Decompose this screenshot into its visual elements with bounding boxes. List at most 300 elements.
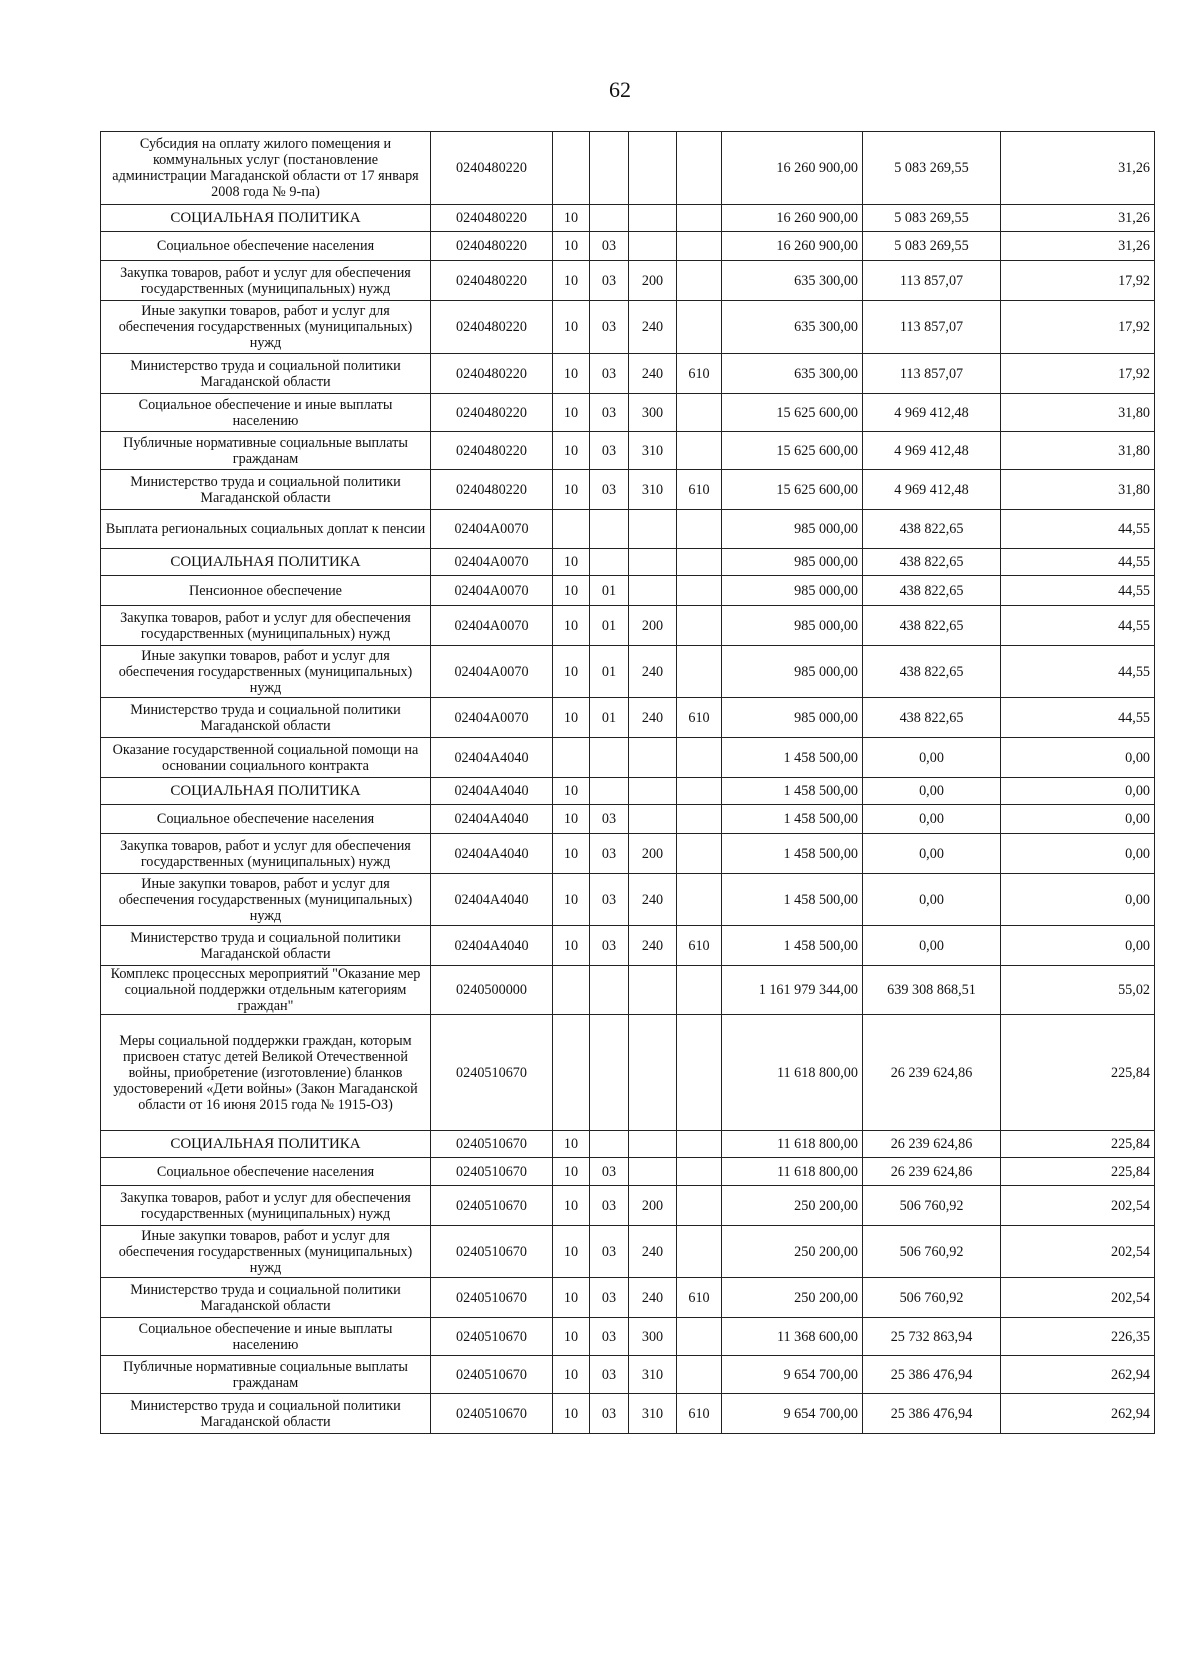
- row-code: 02404А0070: [431, 510, 553, 549]
- row-fact-amount: 0,00: [863, 926, 1001, 966]
- table-row: [101, 966, 1155, 1015]
- row-fact-amount: 113 857,07: [863, 261, 1001, 301]
- row-section: 10: [553, 470, 590, 510]
- row-expense-type: 300: [629, 1318, 677, 1356]
- row-subsection: 03: [590, 1186, 629, 1226]
- row-expense-type: [629, 778, 677, 805]
- row-admin-code: 610: [677, 1278, 722, 1318]
- row-subsection: 01: [590, 606, 629, 646]
- row-subsection: 03: [590, 470, 629, 510]
- row-fact-amount: 438 822,65: [863, 698, 1001, 738]
- row-admin-code: [677, 576, 722, 606]
- row-plan-amount: 11 618 800,00: [722, 1158, 863, 1186]
- row-fact-amount: 4 969 412,48: [863, 470, 1001, 510]
- table-row: [101, 738, 1155, 778]
- row-subsection: 03: [590, 1158, 629, 1186]
- table-row: [101, 606, 1155, 646]
- row-plan-amount: 11 618 800,00: [722, 1131, 863, 1158]
- table-row: [101, 805, 1155, 834]
- table-row: [101, 576, 1155, 606]
- row-admin-code: [677, 261, 722, 301]
- row-plan-amount: 11 618 800,00: [722, 1015, 863, 1131]
- table-row: [101, 432, 1155, 470]
- table-row: [101, 646, 1155, 698]
- table-row: [101, 549, 1155, 576]
- table-row: [101, 1394, 1155, 1434]
- row-percent: 225,84: [1001, 1131, 1155, 1158]
- row-name: Закупка товаров, работ и услуг для обеспечения государственных (муниципальных) нужд: [101, 606, 431, 646]
- row-name: Министерство труда и социальной политики Магаданской области: [101, 926, 431, 966]
- row-name: Министерство труда и социальной политики Магаданской области: [101, 698, 431, 738]
- row-subsection: 03: [590, 261, 629, 301]
- row-plan-amount: 985 000,00: [722, 698, 863, 738]
- row-admin-code: 610: [677, 926, 722, 966]
- row-code: 0240510670: [431, 1131, 553, 1158]
- row-name: Оказание государственной социальной помощи на основании социального контракта: [101, 738, 431, 778]
- row-section: 10: [553, 874, 590, 926]
- row-subsection: 03: [590, 432, 629, 470]
- row-subsection: 03: [590, 301, 629, 354]
- row-name: Социальное обеспечение и иные выплаты населению: [101, 394, 431, 432]
- row-section: 10: [553, 778, 590, 805]
- row-name: Министерство труда и социальной политики Магаданской области: [101, 470, 431, 510]
- row-plan-amount: 985 000,00: [722, 549, 863, 576]
- row-section: 10: [553, 1356, 590, 1394]
- row-subsection: [590, 132, 629, 205]
- row-admin-code: [677, 606, 722, 646]
- row-subsection: 03: [590, 394, 629, 432]
- row-admin-code: [677, 132, 722, 205]
- row-fact-amount: 438 822,65: [863, 646, 1001, 698]
- row-code: 0240510670: [431, 1186, 553, 1226]
- row-percent: 0,00: [1001, 874, 1155, 926]
- table-row: [101, 132, 1155, 205]
- row-name: Комплекс процессных мероприятий "Оказание мер социальной поддержки отдельным категориям граждан": [101, 966, 431, 1015]
- row-name: Социальное обеспечение и иные выплаты населению: [101, 1318, 431, 1356]
- row-expense-type: 310: [629, 1394, 677, 1434]
- row-expense-type: [629, 1131, 677, 1158]
- row-subsection: 03: [590, 874, 629, 926]
- row-percent: 17,92: [1001, 301, 1155, 354]
- row-plan-amount: 250 200,00: [722, 1278, 863, 1318]
- table-row: [101, 301, 1155, 354]
- row-percent: 44,55: [1001, 606, 1155, 646]
- row-section: [553, 966, 590, 1015]
- row-admin-code: [677, 738, 722, 778]
- row-code: 0240480220: [431, 301, 553, 354]
- row-plan-amount: 250 200,00: [722, 1226, 863, 1278]
- row-fact-amount: 4 969 412,48: [863, 394, 1001, 432]
- row-name: Пенсионное обеспечение: [101, 576, 431, 606]
- row-percent: 225,84: [1001, 1015, 1155, 1131]
- row-admin-code: [677, 510, 722, 549]
- row-expense-type: [629, 1015, 677, 1131]
- row-plan-amount: 1 458 500,00: [722, 926, 863, 966]
- row-expense-type: 200: [629, 261, 677, 301]
- row-expense-type: 200: [629, 1186, 677, 1226]
- row-code: 0240480220: [431, 205, 553, 232]
- page-number: 62: [609, 77, 631, 102]
- row-code: 0240510670: [431, 1356, 553, 1394]
- row-code: 0240480220: [431, 132, 553, 205]
- row-admin-code: [677, 874, 722, 926]
- row-expense-type: 240: [629, 354, 677, 394]
- row-fact-amount: 113 857,07: [863, 301, 1001, 354]
- row-percent: 44,55: [1001, 576, 1155, 606]
- table-row: [101, 1131, 1155, 1158]
- row-expense-type: 240: [629, 1226, 677, 1278]
- row-subsection: [590, 1131, 629, 1158]
- row-expense-type: 200: [629, 606, 677, 646]
- row-fact-amount: 0,00: [863, 738, 1001, 778]
- row-expense-type: [629, 510, 677, 549]
- row-fact-amount: 0,00: [863, 805, 1001, 834]
- row-name: СОЦИАЛЬНАЯ ПОЛИТИКА: [101, 549, 431, 576]
- row-section: 10: [553, 232, 590, 261]
- row-expense-type: 310: [629, 432, 677, 470]
- row-admin-code: [677, 301, 722, 354]
- row-plan-amount: 11 368 600,00: [722, 1318, 863, 1356]
- row-fact-amount: 26 239 624,86: [863, 1015, 1001, 1131]
- row-code: 0240480220: [431, 470, 553, 510]
- row-code: 0240510670: [431, 1394, 553, 1434]
- row-percent: 31,26: [1001, 232, 1155, 261]
- row-admin-code: [677, 805, 722, 834]
- row-code: 02404А0070: [431, 698, 553, 738]
- row-section: 10: [553, 261, 590, 301]
- row-code: 0240510670: [431, 1158, 553, 1186]
- row-fact-amount: 26 239 624,86: [863, 1158, 1001, 1186]
- row-name: Иные закупки товаров, работ и услуг для обеспечения государственных (муниципальных) нужд: [101, 646, 431, 698]
- row-expense-type: 240: [629, 301, 677, 354]
- row-plan-amount: 16 260 900,00: [722, 132, 863, 205]
- row-name: Социальное обеспечение населения: [101, 805, 431, 834]
- table-row: [101, 394, 1155, 432]
- row-percent: 202,54: [1001, 1186, 1155, 1226]
- row-name: Министерство труда и социальной политики Магаданской области: [101, 1278, 431, 1318]
- row-name: Социальное обеспечение населения: [101, 1158, 431, 1186]
- row-section: 10: [553, 1158, 590, 1186]
- table-row: [101, 698, 1155, 738]
- row-code: 02404А4040: [431, 738, 553, 778]
- row-percent: 0,00: [1001, 834, 1155, 874]
- row-expense-type: [629, 549, 677, 576]
- row-code: 02404А4040: [431, 926, 553, 966]
- row-section: 10: [553, 805, 590, 834]
- row-name: Закупка товаров, работ и услуг для обеспечения государственных (муниципальных) нужд: [101, 261, 431, 301]
- row-code: 0240500000: [431, 966, 553, 1015]
- row-name: Иные закупки товаров, работ и услуг для обеспечения государственных (муниципальных) нужд: [101, 1226, 431, 1278]
- row-section: 10: [553, 1394, 590, 1434]
- row-name: Субсидия на оплату жилого помещения и коммунальных услуг (постановление администрации Магаданской области от 17 января 2008 года № 9-па): [101, 132, 431, 205]
- row-subsection: [590, 510, 629, 549]
- row-plan-amount: 635 300,00: [722, 354, 863, 394]
- row-fact-amount: 5 083 269,55: [863, 132, 1001, 205]
- row-section: 10: [553, 1131, 590, 1158]
- row-name: Социальное обеспечение населения: [101, 232, 431, 261]
- row-name: Закупка товаров, работ и услуг для обеспечения государственных (муниципальных) нужд: [101, 1186, 431, 1226]
- row-fact-amount: 438 822,65: [863, 576, 1001, 606]
- table-row: [101, 232, 1155, 261]
- row-section: [553, 510, 590, 549]
- row-code: 0240510670: [431, 1318, 553, 1356]
- row-expense-type: 310: [629, 470, 677, 510]
- table-row: [101, 874, 1155, 926]
- row-admin-code: [677, 1015, 722, 1131]
- table-row: [101, 1158, 1155, 1186]
- row-expense-type: [629, 132, 677, 205]
- row-plan-amount: 9 654 700,00: [722, 1394, 863, 1434]
- row-admin-code: [677, 1356, 722, 1394]
- row-percent: 31,80: [1001, 432, 1155, 470]
- row-fact-amount: 5 083 269,55: [863, 205, 1001, 232]
- row-plan-amount: 15 625 600,00: [722, 470, 863, 510]
- table-row: [101, 1356, 1155, 1394]
- row-code: 0240510670: [431, 1015, 553, 1131]
- row-name: СОЦИАЛЬНАЯ ПОЛИТИКА: [101, 1131, 431, 1158]
- row-code: 0240480220: [431, 354, 553, 394]
- row-expense-type: 240: [629, 698, 677, 738]
- row-section: 10: [553, 926, 590, 966]
- row-percent: 0,00: [1001, 738, 1155, 778]
- table-row: [101, 778, 1155, 805]
- row-plan-amount: 985 000,00: [722, 576, 863, 606]
- row-section: 10: [553, 698, 590, 738]
- row-fact-amount: 26 239 624,86: [863, 1131, 1001, 1158]
- row-subsection: 01: [590, 576, 629, 606]
- row-plan-amount: 1 458 500,00: [722, 805, 863, 834]
- row-fact-amount: 0,00: [863, 778, 1001, 805]
- row-fact-amount: 113 857,07: [863, 354, 1001, 394]
- row-fact-amount: 25 386 476,94: [863, 1394, 1001, 1434]
- row-code: 0240510670: [431, 1278, 553, 1318]
- row-section: [553, 1015, 590, 1131]
- row-admin-code: [677, 646, 722, 698]
- row-percent: 17,92: [1001, 261, 1155, 301]
- row-expense-type: [629, 205, 677, 232]
- row-section: 10: [553, 394, 590, 432]
- row-percent: 262,94: [1001, 1356, 1155, 1394]
- row-section: 10: [553, 576, 590, 606]
- row-fact-amount: 438 822,65: [863, 606, 1001, 646]
- row-plan-amount: 635 300,00: [722, 301, 863, 354]
- row-code: 0240480220: [431, 394, 553, 432]
- row-admin-code: [677, 1226, 722, 1278]
- row-code: 02404А4040: [431, 805, 553, 834]
- row-code: 02404А4040: [431, 834, 553, 874]
- table-row: [101, 261, 1155, 301]
- row-plan-amount: 16 260 900,00: [722, 232, 863, 261]
- row-percent: 225,84: [1001, 1158, 1155, 1186]
- row-fact-amount: 639 308 868,51: [863, 966, 1001, 1015]
- row-section: 10: [553, 834, 590, 874]
- row-name: Публичные нормативные социальные выплаты гражданам: [101, 1356, 431, 1394]
- row-admin-code: [677, 1186, 722, 1226]
- row-fact-amount: 5 083 269,55: [863, 232, 1001, 261]
- row-name: СОЦИАЛЬНАЯ ПОЛИТИКА: [101, 205, 431, 232]
- row-fact-amount: 438 822,65: [863, 549, 1001, 576]
- row-subsection: 03: [590, 926, 629, 966]
- row-plan-amount: 16 260 900,00: [722, 205, 863, 232]
- row-expense-type: 240: [629, 1278, 677, 1318]
- row-expense-type: [629, 805, 677, 834]
- row-section: 10: [553, 1318, 590, 1356]
- row-expense-type: 300: [629, 394, 677, 432]
- row-section: 10: [553, 1226, 590, 1278]
- row-section: 10: [553, 354, 590, 394]
- row-percent: 44,55: [1001, 698, 1155, 738]
- row-admin-code: [677, 432, 722, 470]
- row-fact-amount: 0,00: [863, 874, 1001, 926]
- row-plan-amount: 985 000,00: [722, 606, 863, 646]
- row-percent: 31,80: [1001, 394, 1155, 432]
- row-plan-amount: 250 200,00: [722, 1186, 863, 1226]
- row-code: 02404А4040: [431, 778, 553, 805]
- row-expense-type: 310: [629, 1356, 677, 1394]
- row-percent: 202,54: [1001, 1278, 1155, 1318]
- row-admin-code: 610: [677, 354, 722, 394]
- row-fact-amount: 506 760,92: [863, 1186, 1001, 1226]
- row-subsection: 01: [590, 698, 629, 738]
- row-admin-code: [677, 394, 722, 432]
- row-expense-type: 240: [629, 926, 677, 966]
- row-plan-amount: 1 161 979 344,00: [722, 966, 863, 1015]
- row-subsection: 03: [590, 834, 629, 874]
- row-name: Закупка товаров, работ и услуг для обеспечения государственных (муниципальных) нужд: [101, 834, 431, 874]
- row-expense-type: [629, 738, 677, 778]
- row-fact-amount: 506 760,92: [863, 1226, 1001, 1278]
- row-code: 0240480220: [431, 232, 553, 261]
- row-subsection: 03: [590, 354, 629, 394]
- row-expense-type: [629, 966, 677, 1015]
- row-subsection: [590, 966, 629, 1015]
- row-section: 10: [553, 646, 590, 698]
- row-plan-amount: 9 654 700,00: [722, 1356, 863, 1394]
- row-subsection: [590, 738, 629, 778]
- row-section: 10: [553, 1186, 590, 1226]
- row-expense-type: 240: [629, 874, 677, 926]
- row-admin-code: [677, 834, 722, 874]
- row-plan-amount: 985 000,00: [722, 646, 863, 698]
- row-subsection: 01: [590, 646, 629, 698]
- row-expense-type: 200: [629, 834, 677, 874]
- row-admin-code: 610: [677, 470, 722, 510]
- row-code: 02404А0070: [431, 576, 553, 606]
- row-code: 02404А0070: [431, 606, 553, 646]
- row-fact-amount: 506 760,92: [863, 1278, 1001, 1318]
- row-section: [553, 738, 590, 778]
- row-subsection: [590, 549, 629, 576]
- row-admin-code: [677, 1158, 722, 1186]
- row-admin-code: [677, 1318, 722, 1356]
- row-fact-amount: 438 822,65: [863, 510, 1001, 549]
- row-name: Иные закупки товаров, работ и услуг для обеспечения государственных (муниципальных) нужд: [101, 301, 431, 354]
- row-subsection: 03: [590, 805, 629, 834]
- row-name: Министерство труда и социальной политики Магаданской области: [101, 354, 431, 394]
- row-subsection: 03: [590, 1318, 629, 1356]
- table-row: [101, 1226, 1155, 1278]
- row-percent: 44,55: [1001, 510, 1155, 549]
- row-plan-amount: 1 458 500,00: [722, 778, 863, 805]
- row-admin-code: [677, 549, 722, 576]
- row-fact-amount: 25 732 863,94: [863, 1318, 1001, 1356]
- row-percent: 0,00: [1001, 926, 1155, 966]
- row-plan-amount: 15 625 600,00: [722, 394, 863, 432]
- row-percent: 226,35: [1001, 1318, 1155, 1356]
- row-plan-amount: 985 000,00: [722, 510, 863, 549]
- row-admin-code: 610: [677, 1394, 722, 1434]
- row-subsection: 03: [590, 1278, 629, 1318]
- row-subsection: [590, 778, 629, 805]
- row-admin-code: 610: [677, 698, 722, 738]
- table-row: [101, 510, 1155, 549]
- row-expense-type: [629, 232, 677, 261]
- row-plan-amount: 635 300,00: [722, 261, 863, 301]
- row-percent: 17,92: [1001, 354, 1155, 394]
- row-subsection: 03: [590, 232, 629, 261]
- table-row: [101, 1278, 1155, 1318]
- row-percent: 31,80: [1001, 470, 1155, 510]
- row-percent: 55,02: [1001, 966, 1155, 1015]
- row-expense-type: [629, 1158, 677, 1186]
- row-plan-amount: 1 458 500,00: [722, 738, 863, 778]
- row-percent: 31,26: [1001, 205, 1155, 232]
- row-subsection: 03: [590, 1356, 629, 1394]
- row-subsection: [590, 205, 629, 232]
- row-plan-amount: 1 458 500,00: [722, 874, 863, 926]
- row-admin-code: [677, 205, 722, 232]
- row-section: 10: [553, 301, 590, 354]
- table-row: [101, 834, 1155, 874]
- row-percent: 0,00: [1001, 805, 1155, 834]
- row-admin-code: [677, 966, 722, 1015]
- table-row: [101, 1318, 1155, 1356]
- row-name: СОЦИАЛЬНАЯ ПОЛИТИКА: [101, 778, 431, 805]
- row-fact-amount: 4 969 412,48: [863, 432, 1001, 470]
- row-name: Министерство труда и социальной политики Магаданской области: [101, 1394, 431, 1434]
- table-row: [101, 470, 1155, 510]
- row-fact-amount: 0,00: [863, 834, 1001, 874]
- row-expense-type: 240: [629, 646, 677, 698]
- row-section: [553, 132, 590, 205]
- row-admin-code: [677, 1131, 722, 1158]
- row-plan-amount: 1 458 500,00: [722, 834, 863, 874]
- row-name: Выплата региональных социальных доплат к пенсии: [101, 510, 431, 549]
- row-code: 0240480220: [431, 432, 553, 470]
- row-code: 02404А4040: [431, 874, 553, 926]
- row-percent: 31,26: [1001, 132, 1155, 205]
- table-row: [101, 354, 1155, 394]
- row-fact-amount: 25 386 476,94: [863, 1356, 1001, 1394]
- table-row: [101, 926, 1155, 966]
- row-name: Меры социальной поддержки граждан, которым присвоен статус детей Великой Отечественной войны, приобретение (изготовление) бланков удостоверений «Дети войны» (Закон Магаданской области от 16 июня 2015 года № 1915-ОЗ): [101, 1015, 431, 1131]
- table-row: [101, 1015, 1155, 1131]
- row-section: 10: [553, 606, 590, 646]
- row-admin-code: [677, 778, 722, 805]
- row-percent: 44,55: [1001, 646, 1155, 698]
- row-plan-amount: 15 625 600,00: [722, 432, 863, 470]
- row-code: 02404А0070: [431, 549, 553, 576]
- row-admin-code: [677, 232, 722, 261]
- table-row: [101, 1186, 1155, 1226]
- row-subsection: 03: [590, 1394, 629, 1434]
- row-expense-type: [629, 576, 677, 606]
- row-section: 10: [553, 432, 590, 470]
- row-percent: 202,54: [1001, 1226, 1155, 1278]
- row-percent: 262,94: [1001, 1394, 1155, 1434]
- row-percent: 44,55: [1001, 549, 1155, 576]
- row-section: 10: [553, 205, 590, 232]
